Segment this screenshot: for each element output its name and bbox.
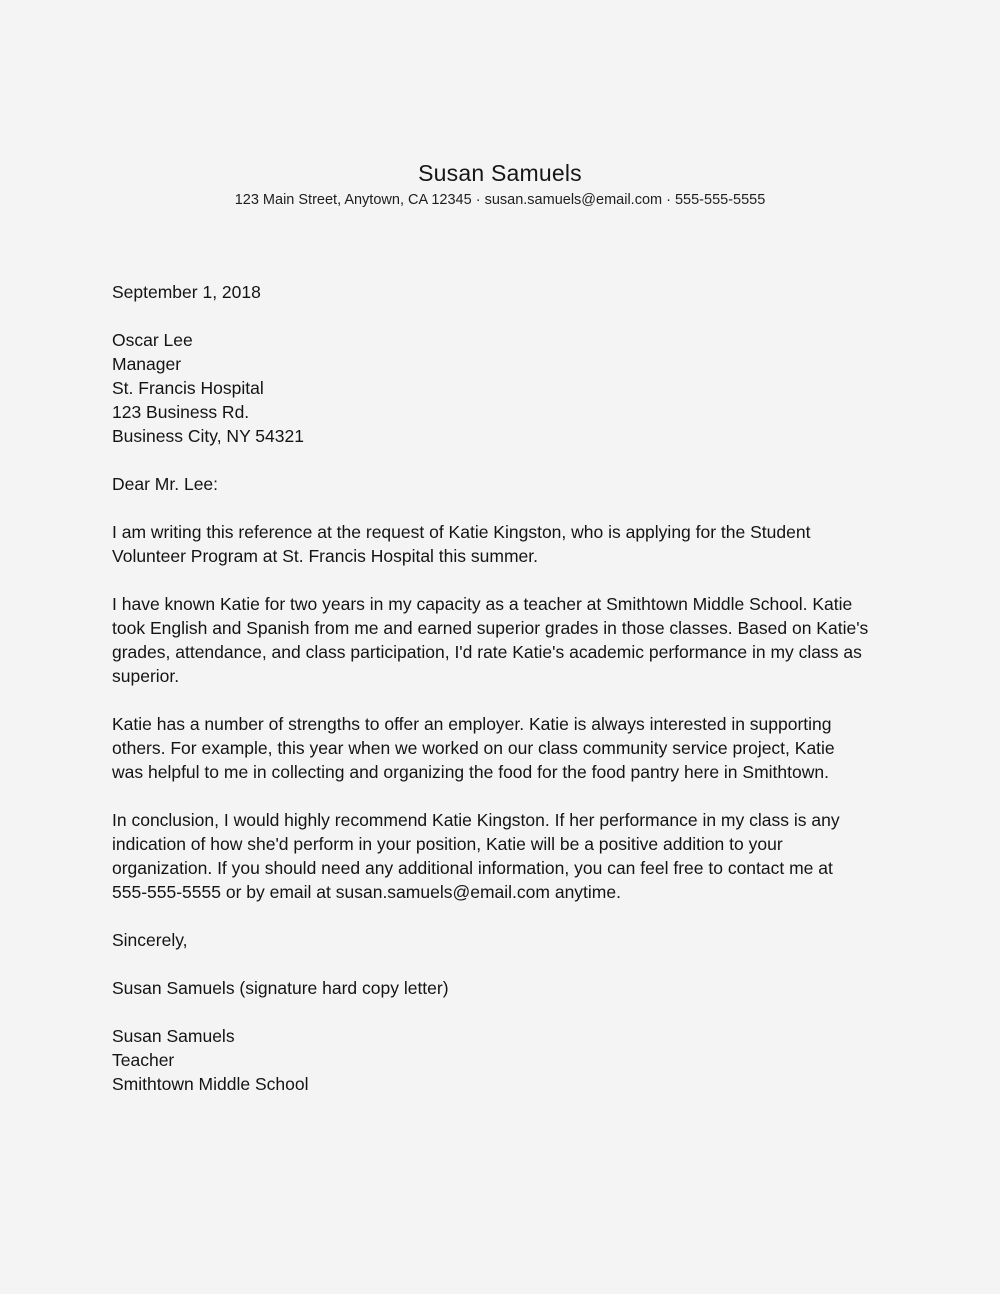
paragraph-line: In conclusion, I would highly recommend Katie Kingston. If her performance in my class is any — [112, 810, 840, 830]
paragraph-4 — [112, 808, 902, 904]
contact-separator: · — [662, 192, 675, 208]
sender-contact-line — [0, 191, 1000, 209]
salutation-block — [112, 472, 902, 496]
salutation: Dear Mr. Lee: — [112, 474, 219, 494]
recipient-name: Oscar Lee — [112, 330, 193, 350]
recipient-title: Manager — [112, 354, 182, 374]
letter-date: September 1, 2018 — [112, 282, 261, 302]
paragraph-line: superior. — [112, 666, 180, 686]
paragraph-line: others. For example, this year when we worked on our class community service project, Katie — [112, 738, 835, 758]
sender-phone: 555-555-5555 — [674, 192, 766, 208]
letterhead — [0, 158, 1000, 209]
signer-name: Susan Samuels — [112, 1026, 235, 1046]
date-block — [112, 280, 902, 304]
sender-name: Susan Samuels — [418, 160, 582, 186]
paragraph-line: grades, attendance, and class participation, I'd rate Katie's academic performance in my class as — [112, 642, 862, 662]
paragraph-line: 555-555-5555 or by email at susan.samuels@email.com anytime. — [112, 882, 621, 902]
closing: Sincerely, — [112, 930, 188, 950]
signature-note: Susan Samuels (signature hard copy letter) — [112, 978, 449, 998]
contact-separator: · — [471, 192, 485, 208]
paragraph-2 — [112, 592, 902, 688]
recipient-organization: St. Francis Hospital — [112, 378, 264, 398]
sender-email: susan.samuels@email.com — [484, 192, 663, 208]
recipient-street: 123 Business Rd. — [112, 402, 250, 422]
letter-body — [112, 280, 902, 1120]
paragraph-line: organization. If you should need any additional information, you can feel free to contact me at — [112, 858, 833, 878]
paragraph-line: indication of how she'd perform in your position, Katie will be a positive addition to your — [112, 834, 783, 854]
closing-block — [112, 928, 902, 952]
paragraph-line: was helpful to me in collecting and organizing the food for the food pantry here in Smithtown. — [112, 762, 829, 782]
sender-address: 123 Main Street, Anytown, CA 12345 — [234, 192, 472, 208]
signer-organization: Smithtown Middle School — [112, 1074, 309, 1094]
recipient-block — [112, 328, 902, 448]
paragraph-1 — [112, 520, 902, 568]
paragraph-line: I am writing this reference at the request of Katie Kingston, who is applying for the Student — [112, 522, 811, 542]
signer-title: Teacher — [112, 1050, 175, 1070]
paragraph-line: took English and Spanish from me and earned superior grades in those classes. Based on Katie's — [112, 618, 869, 638]
signer-block — [112, 1024, 902, 1096]
recipient-city: Business City, NY 54321 — [112, 426, 304, 446]
signature-block — [112, 976, 902, 1000]
paragraph-3 — [112, 712, 902, 784]
paragraph-line: Volunteer Program at St. Francis Hospital this summer. — [112, 546, 538, 566]
paragraph-line: I have known Katie for two years in my capacity as a teacher at Smithtown Middle School. Katie — [112, 594, 853, 614]
paragraph-line: Katie has a number of strengths to offer an employer. Katie is always interested in supporting — [112, 714, 832, 734]
